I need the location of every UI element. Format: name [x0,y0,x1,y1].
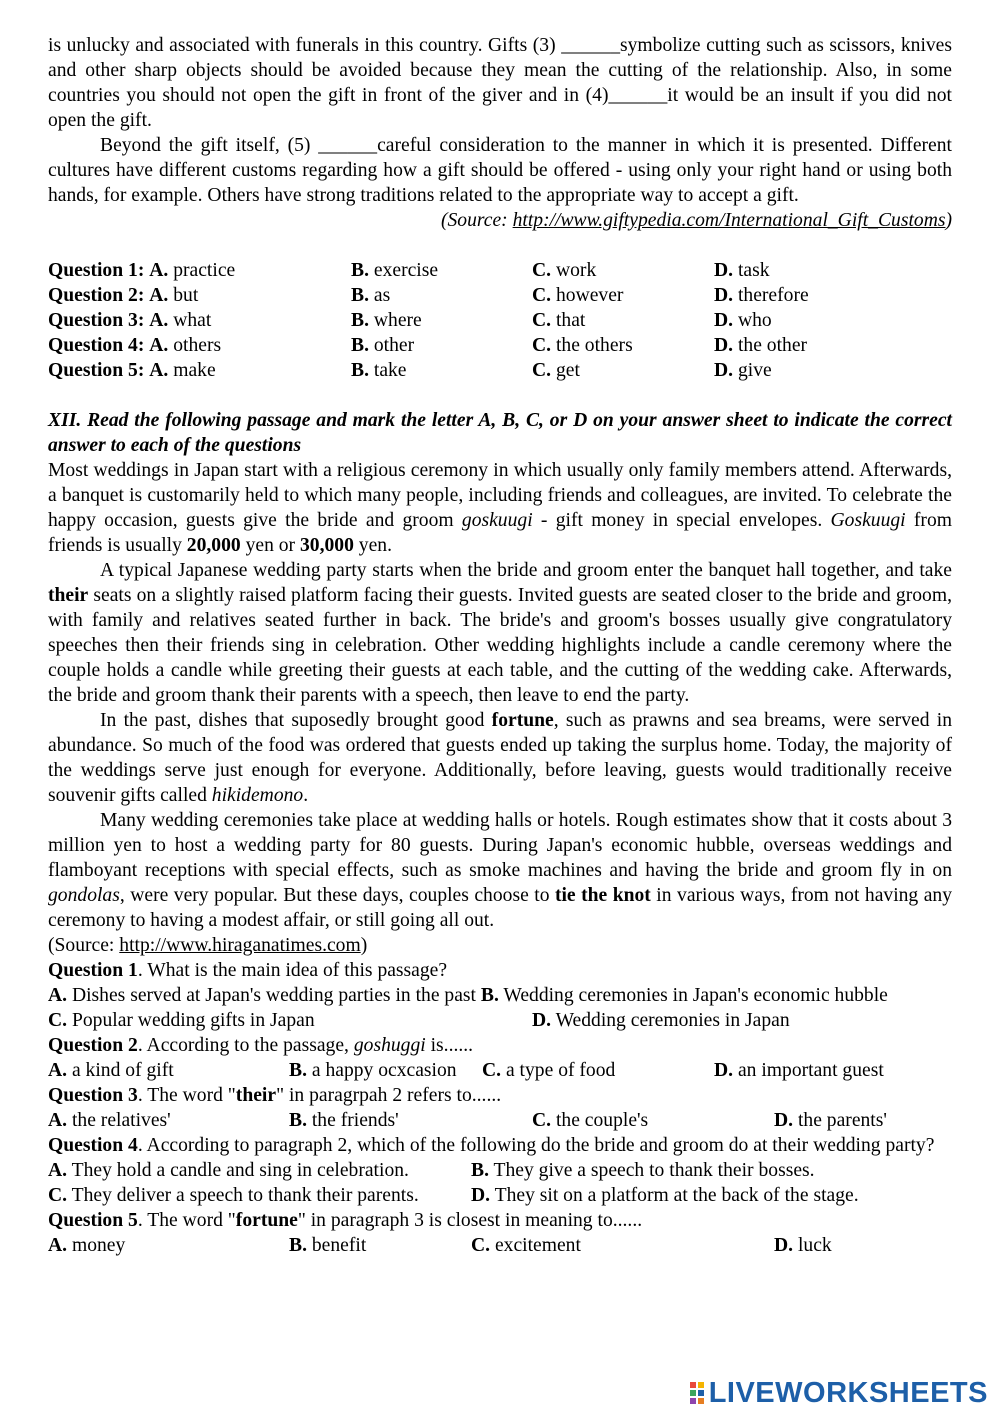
question-2-options [48,1058,952,1083]
option-text: other [373,335,415,356]
option-b[interactable] [481,985,888,1006]
question-1-options-cd [48,1008,952,1033]
term: goskuugi [461,510,533,531]
option-text: They give a speech to thank their bosses. [488,1160,815,1181]
option-letter: B. [471,1160,489,1181]
option-letter: D. [774,1235,794,1256]
question-label: Question 4 [48,1135,138,1156]
option-d[interactable] [774,1233,832,1258]
option-letter: A. [149,335,169,356]
keyword: their [48,585,89,606]
cloze-q3-option-c[interactable] [532,308,714,333]
cloze-q4-option-d[interactable] [714,333,952,358]
option-text: Wedding ceremonies in Japan's economic hubble [498,985,888,1006]
question-text: " in paragraph 3 is closest in meaning to...... [297,1210,643,1231]
option-letter: D. [714,360,734,381]
question-5-options [48,1233,952,1258]
text: , were very popular. But these days, couples choose to [119,885,555,906]
option-letter: A. [149,260,169,281]
option-text: money [67,1235,126,1256]
worksheet-page [48,33,952,1258]
question-label: Question 4: [48,335,145,356]
option-b[interactable] [289,1058,482,1083]
section-heading: XII. Read the following passage and mark the letter A, B, C, or D on your answer sheet to indicate the correct answer to each of the questions [48,410,952,456]
liveworksheets-logo-icon [689,1380,705,1406]
option-letter: C. [532,1110,552,1131]
option-text: therefore [737,285,809,306]
option-text: the other [737,335,808,356]
question-text: . What is the main idea of this passage? [137,960,448,981]
option-letter: D. [714,1060,734,1081]
option-text: what [173,310,212,331]
cloze-q5-option-a[interactable] [48,358,351,383]
option-text: that [555,310,586,331]
option-b[interactable] [289,1108,532,1133]
option-letter: A. [149,285,169,306]
text: yen. [353,535,392,556]
option-letter: B. [351,335,369,356]
option-text: the couple's [551,1110,649,1131]
question-4-options-ab [48,1158,952,1183]
option-d[interactable] [471,1183,859,1208]
option-a[interactable] [48,1158,471,1183]
question-4 [48,1133,952,1158]
option-letter: D. [532,1010,552,1031]
option-d[interactable] [714,1058,884,1083]
option-letter: B. [289,1235,307,1256]
source-suffix: ) [945,210,952,231]
amount: 20,000 [186,535,241,556]
option-letter: B. [351,285,369,306]
option-text: an important guest [733,1060,884,1081]
text: it would be an insult if you did not open the gift. [48,85,952,131]
option-letter: A. [149,310,169,331]
option-d[interactable] [532,1008,790,1033]
option-text: Wedding ceremonies in Japan [551,1010,790,1031]
cloze-paragraph-1 [48,33,952,133]
option-letter: B. [289,1110,307,1131]
option-text: a kind of gift [67,1060,174,1081]
text: - gift money in special envelopes. [532,510,831,531]
option-d[interactable] [774,1108,887,1133]
option-a[interactable] [48,985,476,1006]
cloze-q1-option-a[interactable] [48,258,351,283]
question-1 [48,958,952,983]
question-text: . The word " [137,1085,236,1106]
cloze-q5-option-b[interactable] [351,358,532,383]
option-letter: B. [480,985,499,1006]
text: In the past, dishes that suposedly brought good [100,710,492,731]
cloze-q2-option-a[interactable] [48,283,351,308]
option-c[interactable] [471,1233,774,1258]
question-label: Question 1 [48,960,138,981]
cloze-paragraph-2 [48,133,952,208]
question-1-options-ab [48,983,952,1008]
cloze-q3-option-d[interactable] [714,308,952,333]
question-label: Question 3: [48,310,145,331]
option-text: practice [173,260,236,281]
cloze-question-grid [48,258,952,383]
cloze-q2-option-b[interactable] [351,283,532,308]
option-text: luck [793,1235,832,1256]
option-c[interactable] [48,1008,532,1033]
option-text: benefit [306,1235,367,1256]
option-text: the parents' [793,1110,887,1131]
option-text: exercise [373,260,439,281]
option-letter: A. [48,1160,68,1181]
option-c[interactable] [48,1183,471,1208]
option-text: work [555,260,597,281]
option-letter: C. [482,1060,502,1081]
option-letter: D. [714,335,734,356]
option-text: others [173,335,222,356]
keyword: fortune [491,710,554,731]
term: gondolas [48,885,120,906]
option-text: Popular wedding gifts in Japan [67,1010,315,1031]
option-letter: C. [532,260,552,281]
cloze-q4-option-a[interactable] [48,333,351,358]
question-label: Question 2 [48,1035,138,1056]
option-letter: C. [532,310,552,331]
option-letter: A. [48,1110,68,1131]
blank-4[interactable]: ______ [608,85,668,106]
text: from friends is usually [48,510,952,556]
cloze-source [48,208,952,233]
cloze-q4-option-c[interactable] [532,333,714,358]
option-c[interactable] [532,1108,774,1133]
option-text: where [373,310,422,331]
question-text: " in paragrpah 2 refers to...... [276,1085,502,1106]
option-text: the friends' [306,1110,399,1131]
option-text: make [173,360,216,381]
term: Goskuugi [830,510,906,531]
text: in various ways, from not having any ceremony to having a modest affair, or still going all out. [48,885,952,931]
option-b[interactable] [471,1158,815,1183]
question-label: Question 5: [48,360,145,381]
option-letter: A. [149,360,169,381]
cloze-q5-option-d[interactable] [714,358,952,383]
option-letter: A. [48,1060,68,1081]
text: Beyond the gift itself, (5) [100,135,319,156]
cloze-q1-option-d[interactable] [714,258,952,283]
option-text: who [737,310,772,331]
watermark-text: LIVEWORKSHEETS [708,1376,988,1409]
question-3-options [48,1108,952,1133]
text: seats on a slightly raised platform facing their guests. Invited guests are seated closer to the bride and groom, with family and relatives seated further in back. The bride's and groom's bosses usually give congratulatory speeches then their friends sing in celebration. Other wedding highlights include a candle ceremony where the couple holds a candle while greeting their guests at each table, and the cutting of the wedding cake. Afterwards, the bride and groom thank their parents with a speech, then leave to end the party. [48,585,952,706]
source-link[interactable]: http://www.giftypedia.com/International_Gift_Customs [512,210,946,231]
source-prefix: (Source: [440,210,513,231]
keyword: fortune [235,1210,298,1231]
option-letter: B. [351,310,369,331]
option-text: Dishes served at Japan's wedding parties in the past [67,985,476,1006]
cloze-q2-option-c[interactable] [532,283,714,308]
question-5 [48,1208,952,1233]
option-text: They hold a candle and sing in celebration. [67,1160,409,1181]
reading-paragraph-1 [48,458,952,558]
option-text: They deliver a speech to thank their parents. [67,1185,419,1206]
option-a[interactable] [48,1108,289,1133]
text: yen or [240,535,300,556]
option-text: They sit on a platform at the back of the stage. [490,1185,859,1206]
keyword: tie the knot [554,885,651,906]
option-b[interactable] [289,1233,471,1258]
option-a[interactable] [48,1233,289,1258]
reading-paragraph-3 [48,708,952,808]
liveworksheets-watermark [689,1376,988,1409]
option-text: take [373,360,407,381]
option-c[interactable] [482,1058,714,1083]
cloze-q3-option-b[interactable] [351,308,532,333]
question-text: . The word " [137,1210,236,1231]
option-text: a type of food [501,1060,616,1081]
question-2 [48,1033,952,1058]
option-letter: B. [351,260,369,281]
option-a[interactable] [48,1058,289,1083]
cloze-q2-option-d[interactable] [714,283,952,308]
source-link[interactable]: http://www.hiraganatimes.com [119,935,361,956]
option-letter: D. [714,260,734,281]
question-label: Question 1: [48,260,145,281]
option-letter: D. [471,1185,491,1206]
term: goshuggi [353,1035,426,1056]
text: symbolize cutting such as scissors, knives and other sharp objects should be avoided because they mean the cutting of the relationship. Also, in some countries you should not open the gift in front of the giver and in (4) [48,35,953,106]
question-text: is...... [425,1035,474,1056]
question-text: . According to the passage, [137,1035,354,1056]
option-text: excitement [490,1235,581,1256]
cloze-q5-option-c[interactable] [532,358,714,383]
option-letter: B. [289,1060,307,1081]
term: hikidemono [211,785,304,806]
reading-paragraph-2 [48,558,952,708]
option-letter: C. [532,285,552,306]
blank-3[interactable]: ______ [561,35,620,56]
blank-5[interactable]: ______ [318,135,378,156]
text: A typical Japanese wedding party starts when the bride and groom enter the banquet hall together, and take [100,560,952,581]
cloze-q1-option-c[interactable] [532,258,714,283]
option-letter: B. [351,360,369,381]
option-letter: A. [48,985,68,1006]
option-letter: D. [714,310,734,331]
option-letter: C. [532,360,552,381]
option-text: the relatives' [67,1110,171,1131]
text: . [303,785,309,806]
question-label: Question 5 [48,1210,138,1231]
option-letter: A. [48,1235,68,1256]
option-text: get [555,360,580,381]
option-text: as [373,285,391,306]
option-letter: C. [48,1185,68,1206]
option-letter: C. [471,1235,491,1256]
source-suffix: ) [360,935,368,956]
question-3 [48,1083,952,1108]
question-label: Question 2: [48,285,145,306]
cloze-q3-option-a[interactable] [48,308,351,333]
text: , such as prawns and sea breams, were served in abundance. So much of the food was ordered that guests ended up taking the surplus home. Today, the majority of the weddings serve just enough for everyone. Additionally, before leaving, guests would traditionally receive souvenir gifts called [48,710,952,806]
option-letter: D. [714,285,734,306]
text: careful consideration to the manner in which it is presented. Different cultures have different customs regarding how a gift should be offered - using only your right hand or using both hands, for example. Others have strong traditions related to the appropriate way to accept a gift. [48,135,952,206]
text: is unlucky and associated with funerals in this country. Gifts (3) [48,35,562,56]
option-text: a happy ocxcasion [306,1060,457,1081]
text: Most weddings in Japan start with a religious ceremony in which usually only family members attend. Afterwards, a banquet is customarily held to which many people, including friends and colleagues, are invited. To celebrate the happy occasion, guests give the bride and groom [48,460,952,531]
reading-paragraph-4 [48,808,952,933]
amount: 30,000 [299,535,354,556]
option-letter: D. [774,1110,794,1131]
question-text: . According to paragraph 2, which of the following do the bride and groom do at their wedding party? [137,1135,935,1156]
option-text: the others [555,335,633,356]
reading-source [48,933,952,958]
option-letter: C. [532,335,552,356]
source-prefix: (Source: [48,935,120,956]
cloze-questions [48,258,952,383]
text: Many wedding ceremonies take place at wedding halls or hotels. Rough estimates show that it costs about 3 million yen to host a wedding party for 80 guests. During Japan's economic hubble, overseas weddings and flamboyant receptions with special effects, such as smoke machines and having the bride and groom fly in on [48,810,952,881]
option-text: give [737,360,772,381]
option-text: however [555,285,624,306]
option-text: task [737,260,770,281]
keyword: their [235,1085,277,1106]
question-label: Question 3 [48,1085,138,1106]
question-4-options-cd [48,1183,952,1208]
option-letter: C. [48,1010,68,1031]
cloze-q1-option-b[interactable] [351,258,532,283]
cloze-q4-option-b[interactable] [351,333,532,358]
option-text: but [173,285,199,306]
